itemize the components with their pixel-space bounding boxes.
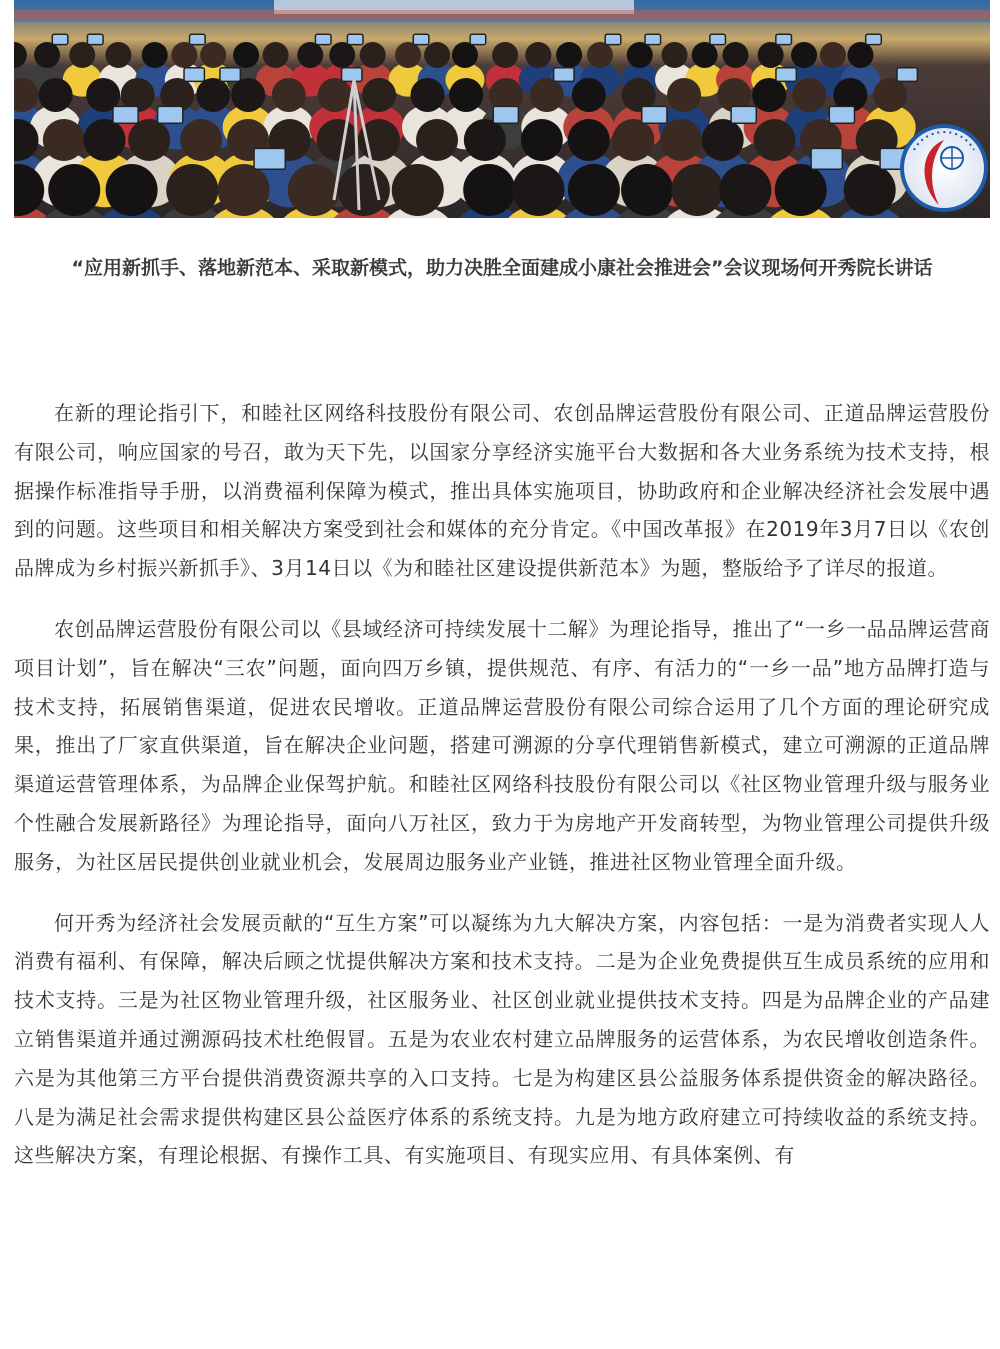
audience-member-head bbox=[317, 119, 359, 161]
audience-member-head bbox=[171, 42, 197, 68]
audience-member-head bbox=[463, 164, 515, 216]
audience-member-head bbox=[820, 42, 846, 68]
phone-screen bbox=[493, 106, 518, 123]
phone-screen bbox=[731, 106, 756, 123]
audience-member-head bbox=[34, 42, 60, 68]
audience-member-head bbox=[318, 78, 352, 112]
phone-screen bbox=[315, 34, 331, 44]
audience-member-head bbox=[106, 164, 158, 216]
audience-member-head bbox=[792, 78, 826, 112]
audience-member-head bbox=[512, 164, 564, 216]
audience-member-head bbox=[568, 164, 620, 216]
audience-member-head bbox=[410, 78, 444, 112]
audience-member-head bbox=[752, 78, 786, 112]
phone-screen bbox=[866, 34, 882, 44]
phone-screen bbox=[347, 34, 363, 44]
audience-member-head bbox=[233, 42, 259, 68]
article-body bbox=[14, 394, 990, 1197]
audience-member-head bbox=[69, 42, 95, 68]
audience-member-head bbox=[449, 78, 483, 112]
audience-member-head bbox=[392, 164, 444, 216]
phone-screen bbox=[113, 106, 138, 123]
audience-member-head bbox=[329, 42, 355, 68]
phone-screen bbox=[829, 106, 854, 123]
phone-screen bbox=[158, 106, 183, 123]
phone-screen bbox=[342, 68, 362, 82]
audience-member-head bbox=[692, 42, 718, 68]
phone-screen bbox=[254, 148, 285, 169]
phone-screen bbox=[897, 68, 917, 82]
audience-member-head bbox=[128, 119, 170, 161]
audience-member-head bbox=[873, 78, 907, 112]
audience-member-head bbox=[231, 78, 265, 112]
audience-member-head bbox=[775, 164, 827, 216]
audience-member-head bbox=[142, 42, 168, 68]
audience-member-head bbox=[200, 42, 226, 68]
audience-member-head bbox=[621, 164, 673, 216]
audience-member-head bbox=[272, 78, 306, 112]
paragraph-1: 在新的理论指引下，和睦社区网络科技股份有限公司、农创品牌运营股份有限公司、正道品牌运营股份有限公司，响应国家的号召，敢为天下先，以国家分享经济实施平台大数据和各大业务系统为技术支持，根据操作标准指导手册，以消费福利保障为模式，推出具体实施项目，协助政府和企业解决经济社会发展中遇到的问题。这些项目和相关解决方案受到社会和媒体的充分肯定。《中国改革报》在2019年3月7日以《农创品牌成为乡村振兴新抓手》、3月14日以《为和睦社区建设提供新范本》为题，整版给予了详尽的报道。 bbox=[14, 401, 990, 581]
audience-member-head bbox=[662, 42, 688, 68]
audience-member-head bbox=[43, 119, 85, 161]
phone-screen bbox=[87, 34, 103, 44]
phone-screen bbox=[220, 68, 240, 82]
audience-member-head bbox=[667, 78, 701, 112]
audience-member-head bbox=[338, 164, 390, 216]
phone-screen bbox=[645, 34, 661, 44]
audience-member-head bbox=[753, 119, 795, 161]
audience-member-head bbox=[572, 78, 606, 112]
phone-screen bbox=[710, 34, 726, 44]
audience-member-head bbox=[722, 42, 748, 68]
audience-member-head bbox=[702, 119, 744, 161]
audience-member-head bbox=[218, 164, 270, 216]
phone-screen bbox=[776, 68, 796, 82]
audience-member-head bbox=[48, 164, 100, 216]
audience-member-head bbox=[395, 42, 421, 68]
audience-member-head bbox=[263, 42, 289, 68]
phone-screen bbox=[184, 68, 204, 82]
phone-screen bbox=[190, 34, 206, 44]
audience-member-head bbox=[660, 119, 702, 161]
phone-screen bbox=[811, 148, 842, 169]
audience-member-head bbox=[196, 78, 230, 112]
audience-member-head bbox=[452, 42, 478, 68]
audience-member-head bbox=[719, 164, 771, 216]
audience-member-head bbox=[612, 119, 654, 161]
phone-screen bbox=[554, 68, 574, 82]
phone-screen bbox=[605, 34, 621, 44]
audience-member-head bbox=[492, 42, 518, 68]
paragraph-3: 何开秀为经济社会发展贡献的“互生方案”可以凝练为九大解决方案，内容包括：一是为消费者实现人人消费有福利、有保障，解决后顾之忧提供解决方案和技术支持。二是为企业免费提供互生成员系统的应用和技术支持。三是为社区物业管理升级，社区服务业、社区创业就业提供技术支持。四是为品牌企业的产品建立销售渠道并通过溯源码技术杜绝假冒。五是为农业农村建立品牌服务的运营体系，为农民增收创造条件。六是为其他第三方平台提供消费资源共享的入口支持。七是为构建区县公益服务体系提供资金的解决路径。八是为满足社会需求提供构建区县公益医疗体系的系统支持。九是为地方政府建立可持续收益的系统支持。这些解决方案，有理论根据、有操作工具、有实施项目、有现实应用、有具体案例、有 bbox=[14, 910, 990, 1168]
audience-member-head bbox=[39, 78, 73, 112]
audience-member-head bbox=[530, 78, 564, 112]
audience-illustration bbox=[14, 0, 990, 218]
phone-screen bbox=[642, 106, 667, 123]
phone-screen bbox=[470, 34, 486, 44]
phone-screen bbox=[413, 34, 429, 44]
audience-member-head bbox=[627, 42, 653, 68]
audience-member-head bbox=[671, 164, 723, 216]
audience-member-head bbox=[166, 164, 218, 216]
audience-member-head bbox=[180, 119, 222, 161]
audience-member-head bbox=[521, 119, 563, 161]
audience-member-head bbox=[297, 42, 323, 68]
audience-member-head bbox=[360, 42, 386, 68]
audience-member-head bbox=[105, 42, 131, 68]
audience-member-head bbox=[758, 42, 784, 68]
audience-member-head bbox=[424, 42, 450, 68]
audience-member-head bbox=[416, 119, 458, 161]
audience-member-head bbox=[464, 119, 506, 161]
audience-member-head bbox=[362, 78, 396, 112]
audience-member-head bbox=[556, 42, 582, 68]
audience-member-head bbox=[587, 42, 613, 68]
audience-member-head bbox=[84, 119, 126, 161]
audience-member-head bbox=[847, 42, 873, 68]
audience-member-head bbox=[568, 119, 610, 161]
conference-photo bbox=[14, 0, 990, 218]
audience-member-head bbox=[288, 164, 340, 216]
audience-member-head bbox=[525, 42, 551, 68]
paragraph-2: 农创品牌运营股份有限公司以《县域经济可持续发展十二解》为理论指导，推出了“一乡一品品牌运营商项目计划”，旨在解决“三农”问题，面向四万乡镇，提供规范、有序、有活力的“一乡一品”地方品牌打造与技术支持，拓展销售渠道，促进农民增收。正道品牌运营股份有限公司综合运用了几个方面的理论研究成果，推出了厂家直供渠道，旨在解决企业问题，搭建可溯源的分享代理销售新模式，建立可溯源的正道品牌渠道运营管理体系，为品牌企业保驾护航。和睦社区网络科技股份有限公司以《社区物业管理升级与服务业个性融合发展新路径》为理论指导，面向八万社区，致力于为房地产开发商转型，为物业管理公司提供升级服务，为社区居民提供创业就业机会，发展周边服务业产业链，推进社区物业管理全面升级。 bbox=[14, 616, 990, 874]
phone-screen bbox=[52, 34, 68, 44]
association-globe-logo-icon bbox=[900, 124, 988, 212]
phone-screen bbox=[776, 34, 792, 44]
audience-member-head bbox=[844, 164, 896, 216]
audience-member-head bbox=[791, 42, 817, 68]
photo-caption: “应用新抓手、落地新范本、采取新模式，助力决胜全面建成小康社会推进会”会议现场何开秀院长讲话 bbox=[71, 257, 933, 279]
